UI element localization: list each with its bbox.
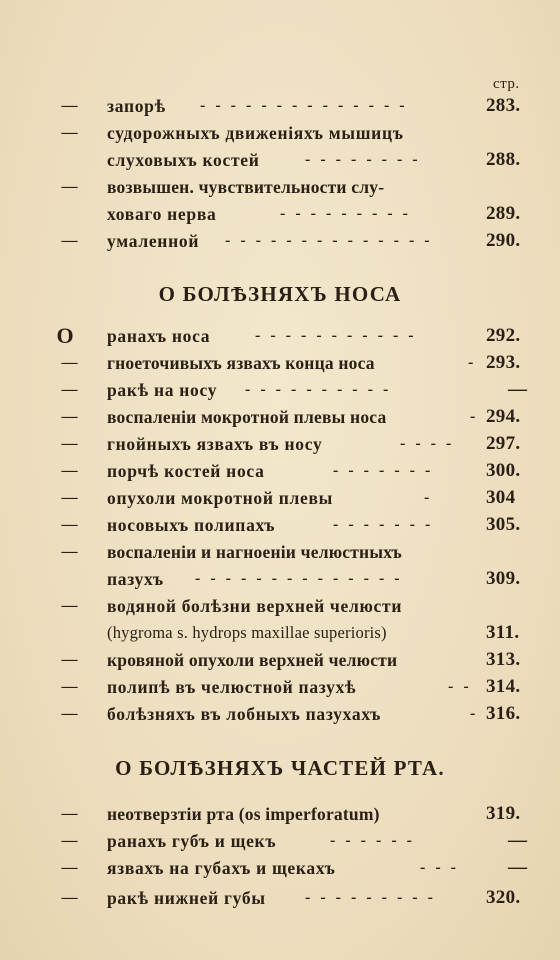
toc-entry <box>0 539 560 565</box>
entry-text: воспаленіи мокротной плевы носа <box>107 407 387 427</box>
toc-entry <box>0 147 560 173</box>
entry-text: судорожныхъ движеніяхъ мышицъ <box>107 123 404 143</box>
toc-entry <box>0 566 560 592</box>
entry-text: ховаго нерва <box>107 204 217 224</box>
entry-page: 320. <box>486 887 521 908</box>
toc-entry <box>0 404 560 430</box>
entry-mark: — <box>61 651 77 668</box>
toc-entry <box>0 620 560 646</box>
entry-mark: — <box>61 516 77 533</box>
entry-text: гнойныхъ язвахъ въ носу <box>107 434 323 454</box>
entry-page: 319. <box>486 803 521 824</box>
entry-page: 313. <box>486 649 521 670</box>
toc-entry <box>0 228 560 254</box>
toc-entry <box>0 647 560 673</box>
entry-text: ранахъ носа <box>107 326 211 346</box>
entry-leader: - <box>470 408 479 425</box>
entry-mark: — <box>61 859 77 876</box>
entry-leader: - - - - - - - - - - - <box>255 327 417 344</box>
entry-text: полипѣ въ челюстной пазухѣ <box>107 677 357 697</box>
entry-mark: — <box>61 178 77 195</box>
entry-leader: - - - - - - <box>330 832 415 849</box>
entry-text: умаленной <box>107 231 200 251</box>
entry-page: 288. <box>486 149 521 170</box>
entry-page: — <box>508 857 528 878</box>
toc-entry <box>0 350 560 376</box>
entry-page: 309. <box>486 568 521 589</box>
entry-text: пазухъ <box>107 569 164 589</box>
entry-leader: - - - - - - - - - <box>280 205 411 222</box>
toc-entry <box>0 512 560 538</box>
entry-mark: — <box>61 832 77 849</box>
entry-leader: - - - - - - - - - - - - - - <box>225 232 433 249</box>
entry-leader: - - - - - - - - - <box>305 889 436 906</box>
entry-page: 293. <box>486 352 521 373</box>
entry-mark: — <box>61 97 77 114</box>
entry-page: 297. <box>486 433 521 454</box>
entry-page: 314. <box>486 676 521 697</box>
toc-entry <box>0 323 560 349</box>
entry-leader: - - - - - - - - - - - - - - <box>195 570 403 587</box>
entry-page: 283. <box>486 95 521 116</box>
entry-mark: — <box>61 232 77 249</box>
entry-page: 311. <box>486 622 520 643</box>
entry-leader: - - - - - - - <box>333 516 434 533</box>
toc-entry <box>0 120 560 146</box>
entry-page: 316. <box>486 703 521 724</box>
entry-page: 292. <box>486 325 521 346</box>
entry-mark: — <box>61 408 77 425</box>
entry-leader: - - - - <box>400 435 455 452</box>
toc-entry <box>0 801 560 827</box>
toc-entry <box>0 431 560 457</box>
toc-entry <box>0 674 560 700</box>
entry-leader: - - <box>448 678 472 695</box>
entry-mark: — <box>61 354 77 371</box>
toc-entry <box>0 828 560 854</box>
toc-entry <box>0 885 560 911</box>
entry-page: 290. <box>486 230 521 251</box>
entry-leader: - - - - - - - - - - - - - - <box>200 97 408 114</box>
entry-mark: — <box>61 678 77 695</box>
toc-entry <box>0 855 560 881</box>
entry-mark: — <box>61 597 77 614</box>
toc-entry <box>0 377 560 403</box>
entry-leader: - - - - - - - <box>333 462 434 479</box>
entry-mark: — <box>61 462 77 479</box>
entry-text: (hygroma s. hydrops maxillae superioris) <box>107 623 387 642</box>
entry-text: гноеточивыхъ язвахъ конца носа <box>107 353 375 373</box>
toc-entry <box>0 485 560 511</box>
toc-entry <box>0 458 560 484</box>
entry-leader: - - - - - - - - <box>305 151 421 168</box>
entry-mark: — <box>61 705 77 722</box>
entry-page: 304 <box>486 487 516 508</box>
entry-page: 289. <box>486 203 521 224</box>
entry-mark: — <box>61 805 77 822</box>
entry-text: слуховыхъ костей <box>107 150 260 170</box>
entry-text: воспаленіи и нагноеніи челюстныхъ <box>107 542 402 562</box>
entry-leader: - <box>470 705 479 722</box>
entry-mark: О <box>56 323 74 348</box>
entry-mark: — <box>61 543 77 560</box>
entry-text: опухоли мокротной плевы <box>107 488 334 508</box>
entry-text: носовыхъ полипахъ <box>107 515 276 535</box>
entry-leader: - <box>468 354 477 371</box>
entry-text: неотверзтіи рта (os imperforatum) <box>107 804 380 824</box>
section-title-mouth: О БОЛѢЗНЯХЪ ЧАСТЕЙ РТА. <box>115 756 445 780</box>
entry-page: — <box>508 830 528 851</box>
entry-text: запорѣ <box>107 96 166 116</box>
entry-mark: — <box>61 381 77 398</box>
entry-text: язвахъ на губахъ и щекахъ <box>107 858 336 878</box>
page-column-label: стр. <box>493 76 520 92</box>
toc-entry <box>0 201 560 227</box>
entry-mark: — <box>61 435 77 452</box>
section-title-nose: О БОЛѢЗНЯХЪ НОСА <box>158 282 402 306</box>
entry-mark: — <box>61 124 77 141</box>
entry-page: 300. <box>486 460 521 481</box>
entry-page: 305. <box>486 514 521 535</box>
entry-page: 294. <box>486 406 521 427</box>
entry-text: ракѣ на носу <box>107 380 218 400</box>
entry-leader: - <box>424 489 433 506</box>
entry-text: кровяной опухоли верхней челюсти <box>107 650 398 670</box>
entry-leader: - - - <box>420 859 459 876</box>
entry-mark: — <box>61 889 77 906</box>
toc-entry <box>0 701 560 727</box>
entry-page: — <box>508 379 528 400</box>
entry-text: ракѣ нижней губы <box>107 888 266 908</box>
entry-leader: - - - - - - - - - - <box>245 381 392 398</box>
entry-text: возвышен. чувствительности слу- <box>107 177 385 197</box>
toc-entry <box>0 593 560 619</box>
entry-text: порчѣ костей носа <box>107 461 265 481</box>
entry-mark: — <box>61 489 77 506</box>
entry-text: ранахъ губъ и щекъ <box>107 831 277 851</box>
entry-text: болѣзняхъ въ лобныхъ пазухахъ <box>107 704 382 724</box>
entry-text: водяной болѣзни верхней челюсти <box>107 596 403 616</box>
toc-entry <box>0 174 560 200</box>
toc-entry <box>0 93 560 119</box>
